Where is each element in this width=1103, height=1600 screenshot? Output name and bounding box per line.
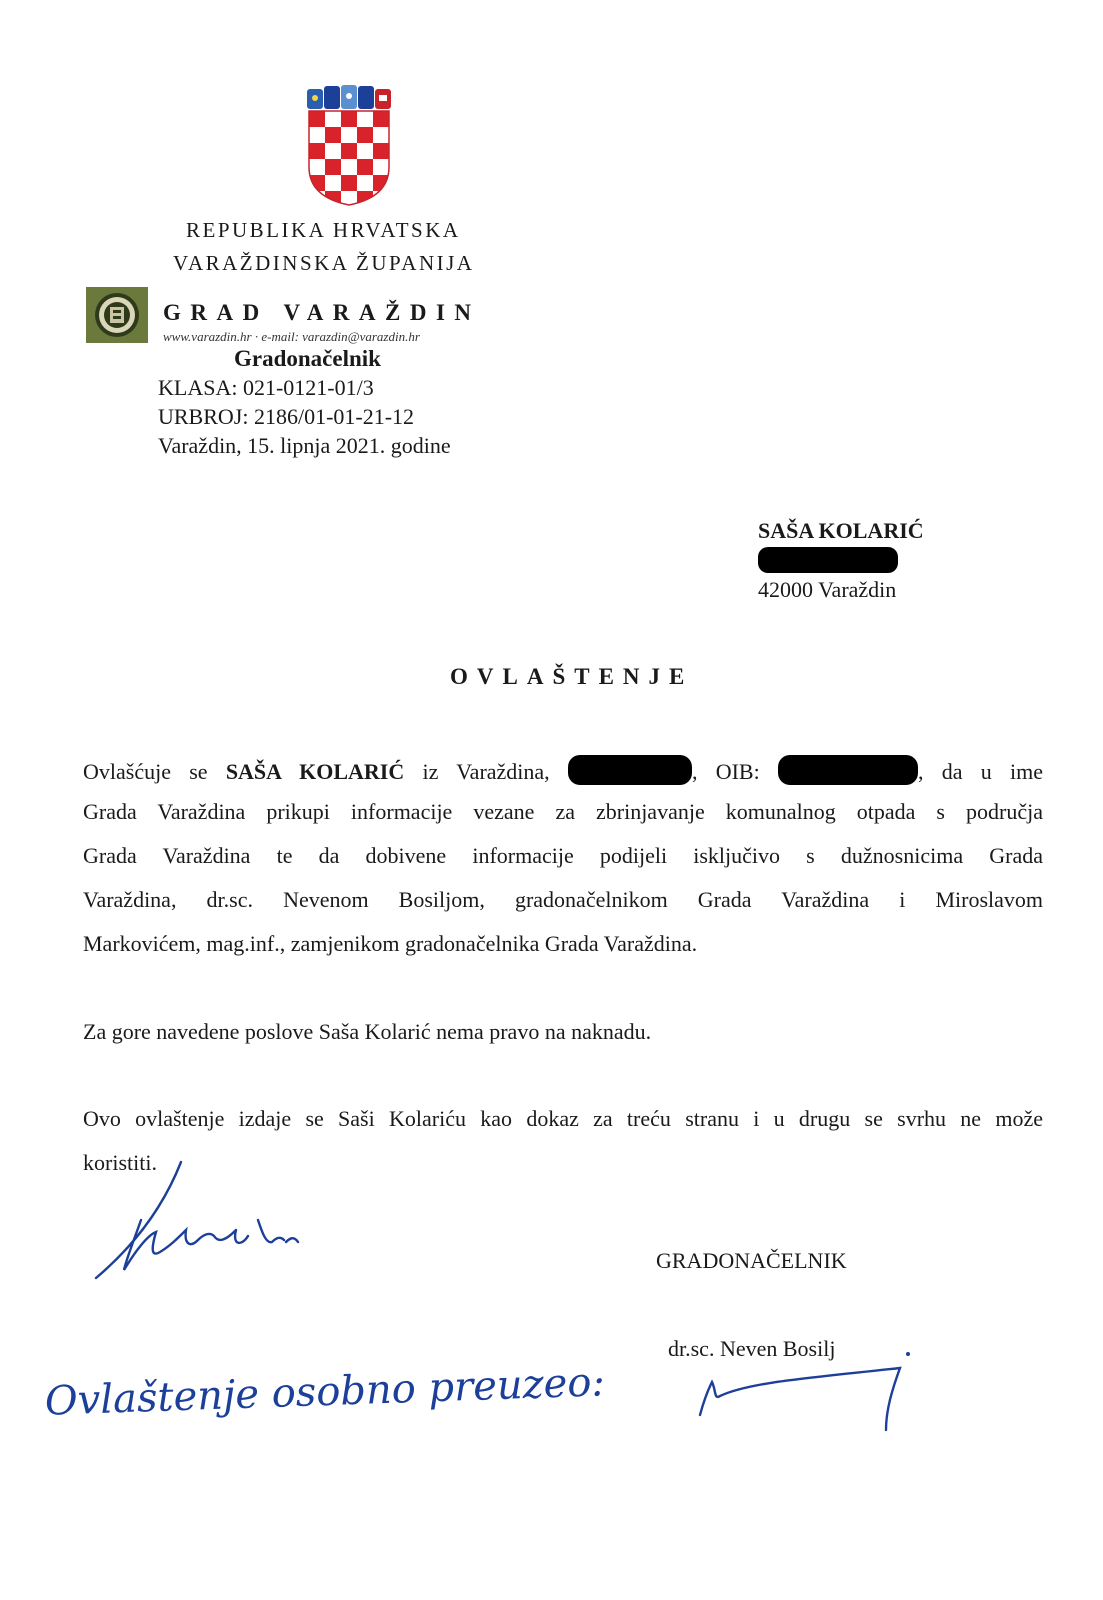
klasa-line: KLASA: 021-0121-01/3 <box>158 375 374 400</box>
recipient-city: 42000 Varaždin <box>758 577 897 602</box>
authorized-person-name: SAŠA KOLARIĆ <box>225 759 405 784</box>
republic-heading: REPUBLIKA HRVATSKA <box>186 218 461 242</box>
recipient-name: SAŠA KOLARIĆ <box>758 518 924 543</box>
contact-line: www.varazdin.hr · e-mail: varazdin@varazdin.hr <box>163 329 420 344</box>
city-heading: GRAD VARAŽDIN <box>163 300 481 325</box>
date-line: Varaždin, 15. lipnja 2021. godine <box>158 433 451 458</box>
office-heading: Gradonačelnik <box>234 346 381 371</box>
handwritten-note-text: Ovlaštenje osobno preuzeo: <box>44 1359 606 1425</box>
city-seal-logo <box>86 287 148 343</box>
urbroj-line: URBROJ: 2186/01-01-21-12 <box>158 404 415 429</box>
redacted-address <box>758 547 898 573</box>
signatory-name: dr.sc. Neven Bosilj <box>668 1336 836 1361</box>
redacted-address <box>568 755 692 785</box>
redacted-oib <box>778 755 918 785</box>
paragraph-3-line-1: Ovo ovlaštenje izdaje se Saši Kolariću kao dokaz za treću stranu i u drugu se svrhu ne može <box>83 1106 1043 1131</box>
croatian-coat-of-arms <box>305 85 393 207</box>
document-title: OVLAŠTENJE <box>450 664 694 689</box>
text: , OIB: <box>691 759 760 784</box>
paragraph-1-line-3: Grada Varaždina te da dobivene informacije podijeli isključivo s dužnosnicima Grada <box>83 843 1043 868</box>
paragraph-1-line-2: Grada Varaždina prikupi informacije vezane za zbrinjavanje komunalnog otpada s područja <box>83 799 1043 824</box>
paragraph-3-line-2: koristiti. <box>83 1150 157 1175</box>
county-heading: VARAŽDINSKA ŽUPANIJA <box>173 251 475 275</box>
text: , da u ime <box>917 759 1044 784</box>
handwritten-signature <box>86 1150 316 1290</box>
mayor-signature <box>690 1360 920 1440</box>
paragraph-1-line-4: Varaždina, dr.sc. Nevenom Bosiljom, gradonačelnikom Grada Varaždina i Miroslavom <box>83 887 1043 912</box>
text: Ovlašćuje se <box>83 759 226 784</box>
paragraph-1-line-1 <box>83 755 1043 785</box>
paragraph-2: Za gore navedene poslove Saša Kolarić nema pravo na naknadu. <box>83 1019 652 1044</box>
text: iz Varaždina, <box>404 759 550 784</box>
handwritten-note <box>40 1350 606 1440</box>
paragraph-1-line-5: Markovićem, mag.inf., zamjenikom gradonačelnika Grada Varaždina. <box>83 931 698 956</box>
signatory-title: GRADONAČELNIK <box>656 1248 847 1273</box>
